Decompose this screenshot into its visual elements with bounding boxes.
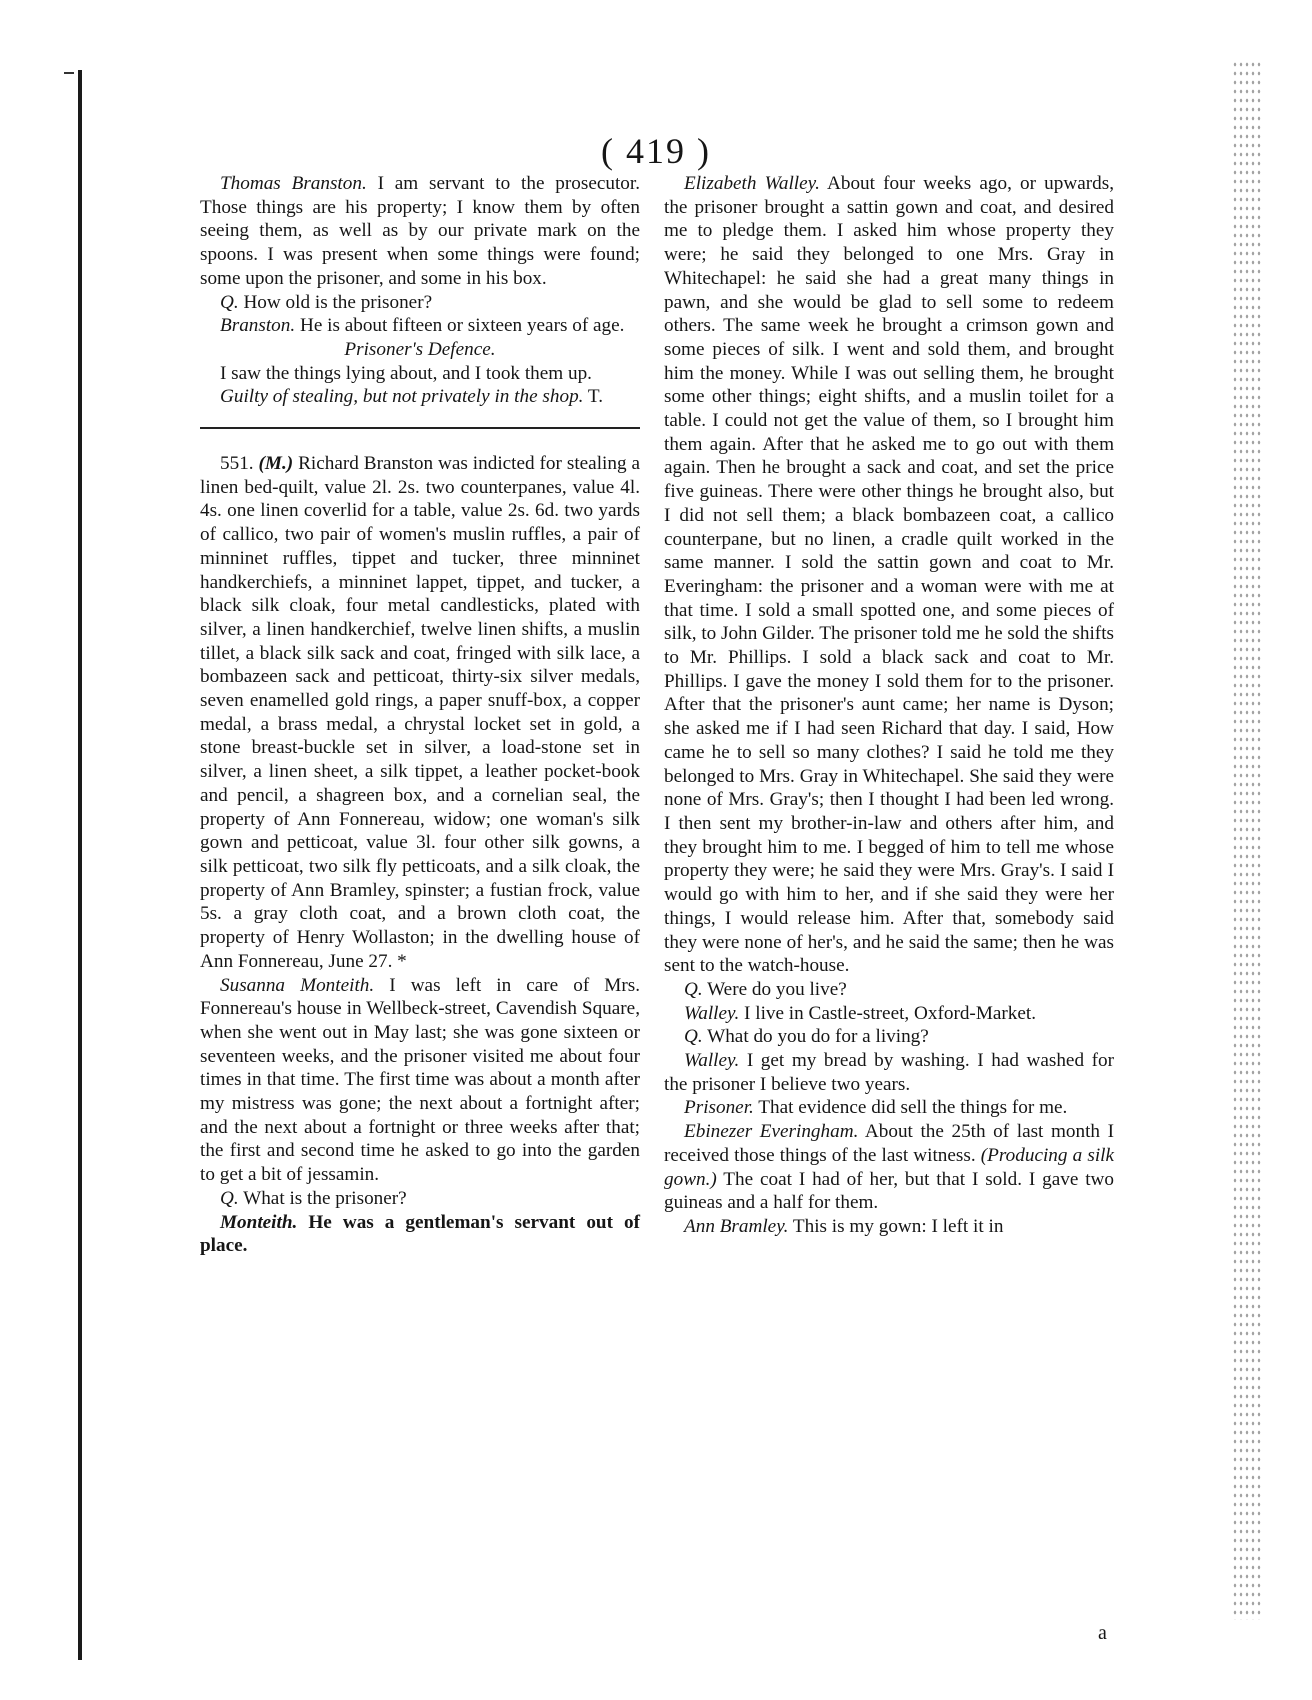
paragraph-everingham-testimony [664,1120,1114,1215]
question-text: What do you do for a living? [702,1026,929,1048]
testimony-text: I was left in care of Mrs. Fonnereau's house in Wellbeck-street, Cavendish Square, when she went out in May last; she was gone sixteen or seventeen weeks, and the prisoner visited me about four times in that time. The first time was about a month after my mistress was gone; the next about a fortnight after; and the next about a fortnight or three weeks after that; the first and second time he asked to go into the garden to get a bit of jessamin. [200,974,640,1186]
paragraph-case-indictment [200,452,640,973]
testimony-text: This is my gown: I left it in [788,1215,1004,1237]
speaker-name: Prisoner. [684,1097,754,1119]
verdict-text: Guilty of stealing, but not privately in the shop. [220,386,584,408]
answer-text: I get my bread by washing. I had washed for the prisoner I believe two years. [664,1050,1114,1095]
speaker-name: Walley. [684,1002,740,1024]
case-number: 551. [220,453,254,475]
paragraph-walley-answer [664,1049,1114,1096]
case-separator-rule [200,427,640,430]
speaker-name: Branston. [220,315,296,337]
question-text: Were do you live? [702,978,847,1000]
paragraph-monteith-testimony [200,974,640,1187]
question-mark-label: Q. [684,978,703,1000]
question-text: How old is the prisoner? [238,291,433,313]
verdict-mark: T. [583,386,604,408]
speaker-name: Ann Bramley. [684,1215,789,1237]
statement-text: That evidence did sell the things for me. [753,1097,1068,1119]
paragraph-prisoner-defence: I saw the things lying about, and I took them up. [220,362,592,384]
question-mark-label: Q. [220,291,239,313]
page-number: ( 419 ) [601,131,711,171]
case-mark: (M.) [253,453,294,475]
paragraph-branston-testimony [200,172,640,291]
binding-edge-rule [78,70,82,1660]
question-mark-label: Q. [220,1187,239,1209]
paragraph-monteith-answer [200,1211,640,1258]
paragraph-question [200,291,640,315]
right-column [664,172,1114,1239]
testimony-text: I am servant to the prosecutor. Those things are his property; I know them by often seeing them, as well as by our private mark on the spoons. I was present when some things were found; some upon the prisoner, and some in his box. [200,173,641,289]
paragraph-verdict [200,385,640,409]
answer-text: He is about fifteen or sixteen years of age. [295,315,625,337]
defence-heading: Prisoner's Defence. [344,338,496,360]
paragraph-question [200,1187,640,1211]
speaker-name: Walley. [684,1050,740,1072]
paragraph-bramley-testimony [664,1215,1114,1239]
stage-direction: (Producing a silk gown.) [664,1144,1114,1190]
paragraph-walley-answer [664,1002,1114,1026]
answer-text: He was a gentleman's servant out of place. [200,1211,640,1257]
testimony-text: About four weeks ago, or upwards, the prisoner brought a sattin gown and coat, and desired me to pledge them. I asked him whose property they were; he said they belonged to one Mrs. Gray in Whitechapel: he said she had a great many things in pawn, and she would be glad to sell some to redeem others. The same week he brought a crimson gown and some pieces of silk. I went and sold them, and brought him the money. While I was out selling them, he brought some other things; eight shifts, and a muslin toilet for a table. I could not get the value of them, so I brought him them again. After that he asked me to go out with them again. Then he brought a sack and coat, and set the price five guineas. There were other things he brought also, but I did not sell them; a black bombazeen coat, a callico counterpane, but no linen, a cradle quilt worked in the same manner. I sold the sattin gown and coat to Mr. Everingham: the prisoner and a woman were with me at that time. I sold a small spotted one, and some pieces of silk, to John Gilder. The prisoner told me he sold the shifts to Mr. Phillips. I sold a black sack and coat to Mr. Phillips. I gave the money I sold them for to the prisoner. After that the prisoner's aunt came; her name is Dyson; she asked me if I had seen Richard that day. I said, How came he to sell so many clothes? I said he told me they belonged to Mrs. Gray in Whitechapel. She said they were none of Mrs. Gray's; then I thought I had been led wrong. I then sent my brother-in-law and others after him, and they brought him to me. I begged of him to tell me whose property they were; he said they were Mrs. Gray's. I said I would go with him to her, and if she said they were her things, I would release him. After that, somebody said they were none of her's, and he said the same; then he was sent to the watch-house. [664,173,1114,977]
paragraph-branston-answer [200,314,640,338]
answer-text: I live in Castle-street, Oxford-Market. [739,1002,1037,1024]
speaker-name: Susanna Monteith. [220,974,375,996]
speaker-name: Thomas Branston. [220,173,367,194]
speaker-name: Monteith. [220,1211,298,1233]
question-text: What is the prisoner? [238,1187,407,1209]
paragraph-walley-testimony [664,172,1114,978]
testimony-text-continued: The coat I had of her, but that I sold. I gave two guineas and a half for them. [664,1168,1114,1214]
question-mark-label: Q. [684,1026,703,1048]
binding-edge-tick [64,72,74,74]
speaker-name: Elizabeth Walley. [684,173,820,194]
paragraph-question [664,978,1114,1002]
scan-edge-noise [1232,60,1262,1620]
testimony-text: About the 25th of last month I received those things of the last witness. [664,1121,1114,1166]
paragraph-question [664,1025,1114,1049]
signature-mark: a [1098,1622,1107,1644]
indictment-text: Richard Branston was indicted for stealing a linen bed-quilt, value 2l. 2s. two counterpanes, value 4l. 4s. one linen coverlid for a table, value 2s. 6d. two yards of callico, two pair of women's muslin ruffles, a pair of minninet ruffles, tippet and tucker, three minninet handkerchiefs, a minninet lappet, tippet, and tucker, a black silk cloak, four metal candlesticks, plated with silver, a linen handkerchief, twelve linen shifts, a muslin tillet, a black silk sack and coat, fringed with silk lace, a bombazeen sack and petticoat, thirty-six silver medals, seven enamelled gold rings, a paper snuff-box, a copper medal, a brass medal, a chrystal locket set in gold, a stone breast-buckle set in silver, a load-stone set in silver, a linen sheet, a silk tippet, a leather pocket-book and pencil, a shagreen box, and a cornelian seal, the property of Ann Fonnereau, widow; one woman's silk gown and petticoat, value 3l. four other silk gowns, a silk petticoat, two silk fly petticoats, and a silk cloak, the property of Ann Bramley, spinster; a fustian frock, value 5s. a gray cloth coat, and a brown cloth coat, the property of Henry Wollaston; in the dwelling house of Ann Fonnereau, June 27. * [200,453,640,972]
left-column [200,172,640,1258]
speaker-name: Ebinezer Everingham. [684,1121,859,1143]
paragraph-prisoner-statement [664,1096,1114,1120]
